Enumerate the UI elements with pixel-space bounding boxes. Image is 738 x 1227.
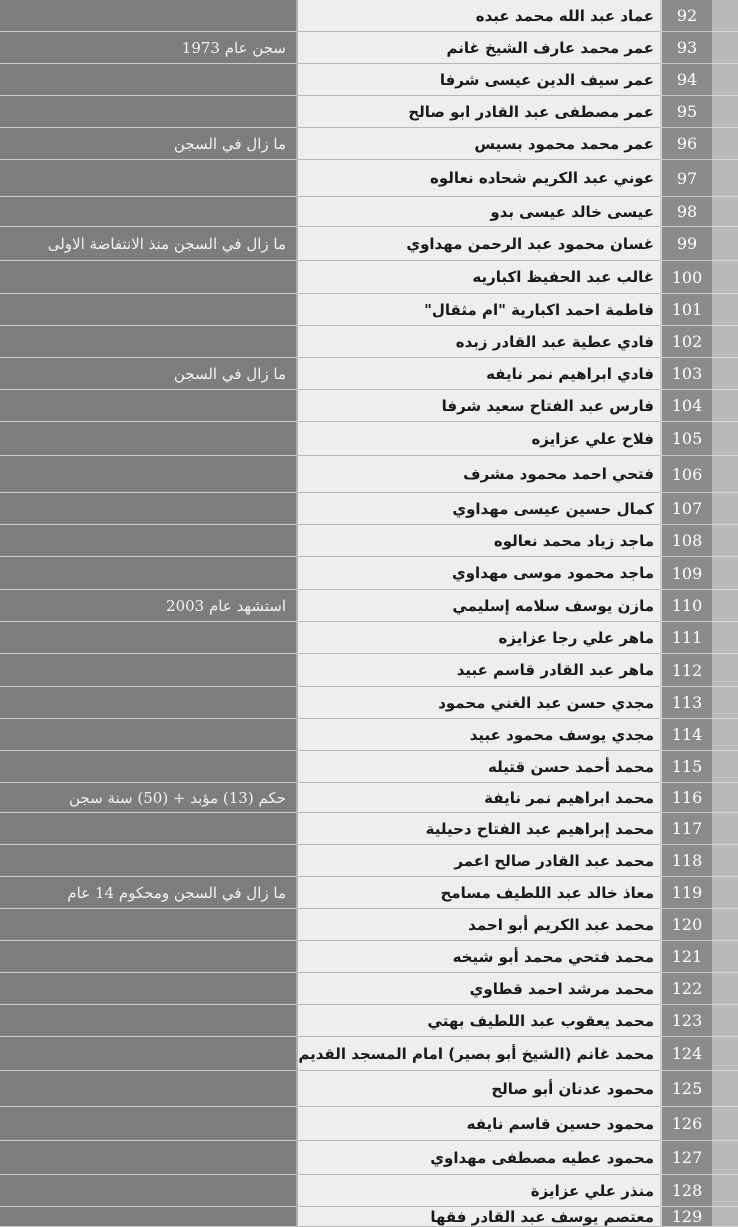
table-row — [0, 1175, 738, 1207]
row-edge — [712, 751, 738, 783]
row-note — [0, 557, 298, 590]
row-name: فلاح علي عزايزه — [298, 422, 660, 456]
row-note — [0, 422, 298, 456]
row-name: محمد مرشد احمد قطاوي — [298, 973, 660, 1005]
table-row — [0, 1207, 738, 1227]
row-number: 123 — [660, 1005, 712, 1037]
row-note — [0, 493, 298, 525]
row-note: ما زال في السجن منذ الانتفاضة الاولى — [0, 227, 298, 261]
row-note — [0, 197, 298, 227]
row-number: 92 — [660, 0, 712, 32]
row-note — [0, 1141, 298, 1175]
row-name: عمر سيف الدين عيسى شرفا — [298, 64, 660, 96]
row-number: 101 — [660, 294, 712, 326]
table-row — [0, 294, 738, 326]
row-note — [0, 64, 298, 96]
row-note — [0, 1071, 298, 1107]
row-name: عماد عبد الله محمد عبده — [298, 0, 660, 32]
row-name: فارس عبد الفتاح سعيد شرفا — [298, 390, 660, 422]
table-row — [0, 525, 738, 557]
row-number: 113 — [660, 687, 712, 719]
row-name: فادي عطية عبد القادر زبده — [298, 326, 660, 358]
row-number: 108 — [660, 525, 712, 557]
row-edge — [712, 261, 738, 294]
row-note: ما زال في السجن — [0, 358, 298, 390]
row-note: حكم (13) مؤبد + (50) سنة سجن — [0, 783, 298, 813]
row-note — [0, 160, 298, 197]
row-name: ماهر علي رجا عزايزه — [298, 622, 660, 654]
table-row — [0, 358, 738, 390]
table-row — [0, 1071, 738, 1107]
row-edge — [712, 1071, 738, 1107]
row-edge — [712, 1141, 738, 1175]
row-note: سجن عام 1973 — [0, 32, 298, 64]
row-number: 103 — [660, 358, 712, 390]
row-note — [0, 261, 298, 294]
row-edge — [712, 160, 738, 197]
row-name: محمود حسين قاسم نايفه — [298, 1107, 660, 1141]
row-number: 126 — [660, 1107, 712, 1141]
row-name: منذر علي عزايزة — [298, 1175, 660, 1207]
row-note — [0, 525, 298, 557]
row-note — [0, 687, 298, 719]
row-edge — [712, 1037, 738, 1071]
table-row — [0, 941, 738, 973]
row-edge — [712, 590, 738, 622]
row-edge — [712, 909, 738, 941]
row-edge — [712, 1175, 738, 1207]
row-note — [0, 294, 298, 326]
row-name: فادي ابراهيم نمر نايفه — [298, 358, 660, 390]
row-note — [0, 719, 298, 751]
row-name: مجدي يوسف محمود عبيد — [298, 719, 660, 751]
row-number: 95 — [660, 96, 712, 128]
row-edge — [712, 557, 738, 590]
row-name: كمال حسين عيسى مهداوي — [298, 493, 660, 525]
table-row — [0, 1037, 738, 1071]
row-note — [0, 1175, 298, 1207]
row-name: محمد إبراهيم عبد الفتاح دحيلية — [298, 813, 660, 845]
row-note — [0, 751, 298, 783]
row-number: 128 — [660, 1175, 712, 1207]
table-row — [0, 160, 738, 197]
table-row — [0, 64, 738, 96]
row-edge — [712, 326, 738, 358]
table-row — [0, 687, 738, 719]
table-row — [0, 390, 738, 422]
row-note — [0, 941, 298, 973]
row-number: 129 — [660, 1207, 712, 1227]
row-number: 104 — [660, 390, 712, 422]
row-edge — [712, 813, 738, 845]
row-note — [0, 96, 298, 128]
row-edge — [712, 1107, 738, 1141]
row-edge — [712, 654, 738, 687]
table-row — [0, 813, 738, 845]
table-row — [0, 1141, 738, 1175]
table-row — [0, 456, 738, 493]
table-row — [0, 909, 738, 941]
row-edge — [712, 493, 738, 525]
row-edge — [712, 64, 738, 96]
row-edge — [712, 128, 738, 160]
row-edge — [712, 877, 738, 909]
row-number: 115 — [660, 751, 712, 783]
table-row — [0, 326, 738, 358]
row-edge — [712, 358, 738, 390]
table-row — [0, 590, 738, 622]
row-number: 105 — [660, 422, 712, 456]
row-number: 117 — [660, 813, 712, 845]
row-edge — [712, 783, 738, 813]
row-number: 109 — [660, 557, 712, 590]
row-note — [0, 845, 298, 877]
row-edge — [712, 390, 738, 422]
table-row — [0, 783, 738, 813]
table-row — [0, 32, 738, 64]
row-edge — [712, 227, 738, 261]
row-name: فاطمة احمد اكبارية "ام مثقال" — [298, 294, 660, 326]
row-note — [0, 973, 298, 1005]
row-note — [0, 813, 298, 845]
row-note — [0, 456, 298, 493]
row-edge — [712, 941, 738, 973]
row-name: عوني عبد الكريم شحاده نعالوه — [298, 160, 660, 197]
row-name: محمد أحمد حسن قتيله — [298, 751, 660, 783]
row-name: فتحي احمد محمود مشرف — [298, 456, 660, 493]
row-name: ماهر عبد القادر قاسم عبيد — [298, 654, 660, 687]
row-note — [0, 1005, 298, 1037]
row-edge — [712, 687, 738, 719]
row-note — [0, 1207, 298, 1227]
row-number: 125 — [660, 1071, 712, 1107]
row-number: 102 — [660, 326, 712, 358]
table-row — [0, 719, 738, 751]
row-note — [0, 622, 298, 654]
row-edge — [712, 1207, 738, 1227]
table-row — [0, 96, 738, 128]
table-row — [0, 557, 738, 590]
row-name: محمود عدنان أبو صالح — [298, 1071, 660, 1107]
row-number: 93 — [660, 32, 712, 64]
row-number: 100 — [660, 261, 712, 294]
row-number: 96 — [660, 128, 712, 160]
row-name: عمر محمد محمود بسيس — [298, 128, 660, 160]
row-name: عيسى خالد عيسى بدو — [298, 197, 660, 227]
row-name: محمد عبد القادر صالح اعمر — [298, 845, 660, 877]
row-number: 127 — [660, 1141, 712, 1175]
row-note — [0, 654, 298, 687]
row-note — [0, 0, 298, 32]
row-edge — [712, 845, 738, 877]
row-number: 118 — [660, 845, 712, 877]
table-row — [0, 197, 738, 227]
row-number: 116 — [660, 783, 712, 813]
row-name: محمد عبد الكريم أبو احمد — [298, 909, 660, 941]
table-row — [0, 845, 738, 877]
row-name: غالب عبد الحفيظ اكباريه — [298, 261, 660, 294]
row-number: 120 — [660, 909, 712, 941]
row-number: 97 — [660, 160, 712, 197]
row-edge — [712, 622, 738, 654]
row-note — [0, 909, 298, 941]
row-name: ماجد زياد محمد نعالوه — [298, 525, 660, 557]
table-row — [0, 128, 738, 160]
row-number: 124 — [660, 1037, 712, 1071]
row-note: ما زال في السجن ومحكوم 14 عام — [0, 877, 298, 909]
row-number: 94 — [660, 64, 712, 96]
table-row — [0, 493, 738, 525]
row-number: 111 — [660, 622, 712, 654]
table-row — [0, 751, 738, 783]
row-number: 119 — [660, 877, 712, 909]
row-note — [0, 1107, 298, 1141]
table-row — [0, 227, 738, 261]
table-row — [0, 654, 738, 687]
row-number: 121 — [660, 941, 712, 973]
row-name: ماجد محمود موسى مهداوي — [298, 557, 660, 590]
row-name: غسان محمود عبد الرحمن مهداوي — [298, 227, 660, 261]
table-row — [0, 973, 738, 1005]
row-edge — [712, 1005, 738, 1037]
row-number: 106 — [660, 456, 712, 493]
row-name: محمود عطيه مصطفى مهداوي — [298, 1141, 660, 1175]
row-note — [0, 326, 298, 358]
table-row — [0, 261, 738, 294]
row-name: محمد يعقوب عبد اللطيف بهتي — [298, 1005, 660, 1037]
table-row — [0, 622, 738, 654]
row-name: مازن يوسف سلامه إسليمي — [298, 590, 660, 622]
row-name: عمر مصطفى عبد القادر ابو صالح — [298, 96, 660, 128]
row-note: استشهد عام 2003 — [0, 590, 298, 622]
table-row — [0, 877, 738, 909]
row-edge — [712, 294, 738, 326]
row-name: محمد ابراهيم نمر نايفة — [298, 783, 660, 813]
row-edge — [712, 422, 738, 456]
row-number: 114 — [660, 719, 712, 751]
row-note — [0, 1037, 298, 1071]
row-edge — [712, 456, 738, 493]
row-number: 98 — [660, 197, 712, 227]
row-name: مجدي حسن عبد الغني محمود — [298, 687, 660, 719]
table-row — [0, 1005, 738, 1037]
table-row — [0, 1107, 738, 1141]
table-row — [0, 422, 738, 456]
row-edge — [712, 973, 738, 1005]
row-note: ما زال في السجن — [0, 128, 298, 160]
row-number: 122 — [660, 973, 712, 1005]
row-note — [0, 390, 298, 422]
row-edge — [712, 197, 738, 227]
row-edge — [712, 525, 738, 557]
row-number: 112 — [660, 654, 712, 687]
row-name: معتصم يوسف عبد القادر فقها — [298, 1207, 660, 1227]
row-name: محمد غانم (الشيخ أبو بصير) امام المسجد القديم — [298, 1037, 660, 1071]
row-number: 99 — [660, 227, 712, 261]
table-row — [0, 0, 738, 32]
row-number: 107 — [660, 493, 712, 525]
row-edge — [712, 719, 738, 751]
row-number: 110 — [660, 590, 712, 622]
row-edge — [712, 96, 738, 128]
row-edge — [712, 0, 738, 32]
row-name: معاذ خالد عبد اللطيف مسامح — [298, 877, 660, 909]
row-edge — [712, 32, 738, 64]
row-name: عمر محمد عارف الشيخ غانم — [298, 32, 660, 64]
row-name: محمد فتحي محمد أبو شيخه — [298, 941, 660, 973]
